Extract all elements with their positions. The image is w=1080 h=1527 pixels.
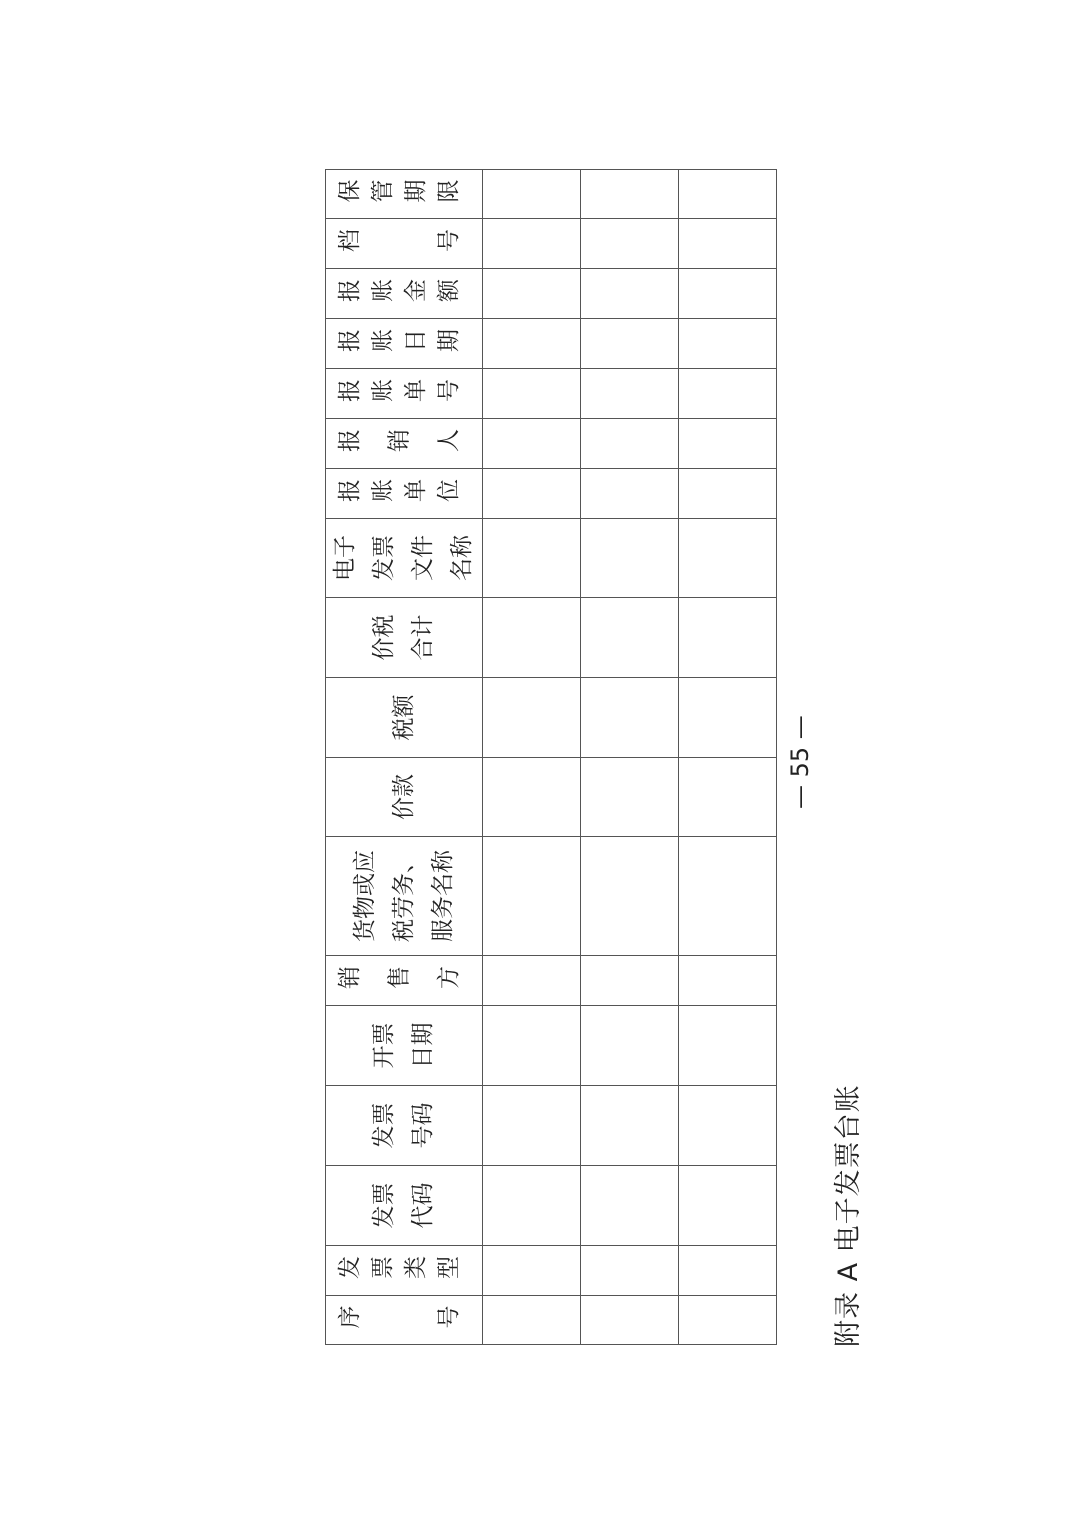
table-row [483,170,581,1345]
table-cell [581,1166,679,1246]
table-cell [581,598,679,678]
header-row [326,170,483,1345]
header-reimb-unit: 报账单位 [326,469,483,519]
table-cell [679,469,777,519]
table-cell [581,519,679,598]
header-total: 价税合计 [326,598,483,678]
header-invoice-code: 发票代码 [326,1166,483,1246]
table-row [679,170,777,1345]
table-cell [483,219,581,269]
header-seq: 序号 [326,1296,483,1345]
table-cell [581,678,679,758]
table-cell [483,1006,581,1086]
table-cell [483,758,581,837]
table-cell [679,269,777,319]
table-cell [679,369,777,419]
table-cell [679,1246,777,1296]
header-tax: 税额 [326,678,483,758]
table-cell [679,1006,777,1086]
header-archive-no: 档号 [326,219,483,269]
table-cell [581,1246,679,1296]
table-cell [679,419,777,469]
table-cell [679,598,777,678]
table-cell [679,1086,777,1166]
table-cell [679,319,777,369]
header-reimb-date: 报账日期 [326,319,483,369]
table-cell [581,219,679,269]
header-issue-date: 开票日期 [326,1006,483,1086]
table-cell [581,319,679,369]
table-cell [679,219,777,269]
appendix-title: 附录 A 电子发票台账 [833,1084,864,1347]
table-cell [581,419,679,469]
table-cell [483,678,581,758]
table-cell [483,469,581,519]
table-cell [581,269,679,319]
table-cell [483,369,581,419]
table-cell [483,170,581,219]
table-row [581,170,679,1345]
invoice-ledger-table [325,169,777,1345]
header-file-name: 电子发票文件名称 [326,519,483,598]
table-cell [483,1086,581,1166]
table-cell [581,469,679,519]
header-invoice-type: 发票类型 [326,1246,483,1296]
table-cell [581,1086,679,1166]
header-seller: 销售方 [326,956,483,1006]
table-cell [679,170,777,219]
table-cell [483,598,581,678]
header-reimb-amount: 报账金额 [326,269,483,319]
table-cell [679,837,777,956]
header-price: 价款 [326,758,483,837]
table-cell [483,1296,581,1345]
table-cell [679,1296,777,1345]
table-cell [483,519,581,598]
table-cell [581,1296,679,1345]
header-invoice-number: 发票号码 [326,1086,483,1166]
table-cell [483,1246,581,1296]
table-cell [679,956,777,1006]
table-cell [483,1166,581,1246]
table-cell [483,837,581,956]
header-reimburser: 报销人 [326,419,483,469]
table-cell [581,170,679,219]
header-goods-services: 货物或应税劳务、服务名称 [326,837,483,956]
table-cell [483,956,581,1006]
table-cell [679,519,777,598]
table-cell [581,369,679,419]
table-cell [483,419,581,469]
header-reimb-no: 报账单号 [326,369,483,419]
header-retention: 保管期限 [326,170,483,219]
table-cell [581,956,679,1006]
table-cell [581,837,679,956]
table-cell [483,319,581,369]
table-cell [581,1006,679,1086]
page-number: — 55 — [786,715,814,809]
table-cell [679,1166,777,1246]
table-cell [679,758,777,837]
table-cell [679,678,777,758]
table-cell [483,269,581,319]
table-cell [581,758,679,837]
